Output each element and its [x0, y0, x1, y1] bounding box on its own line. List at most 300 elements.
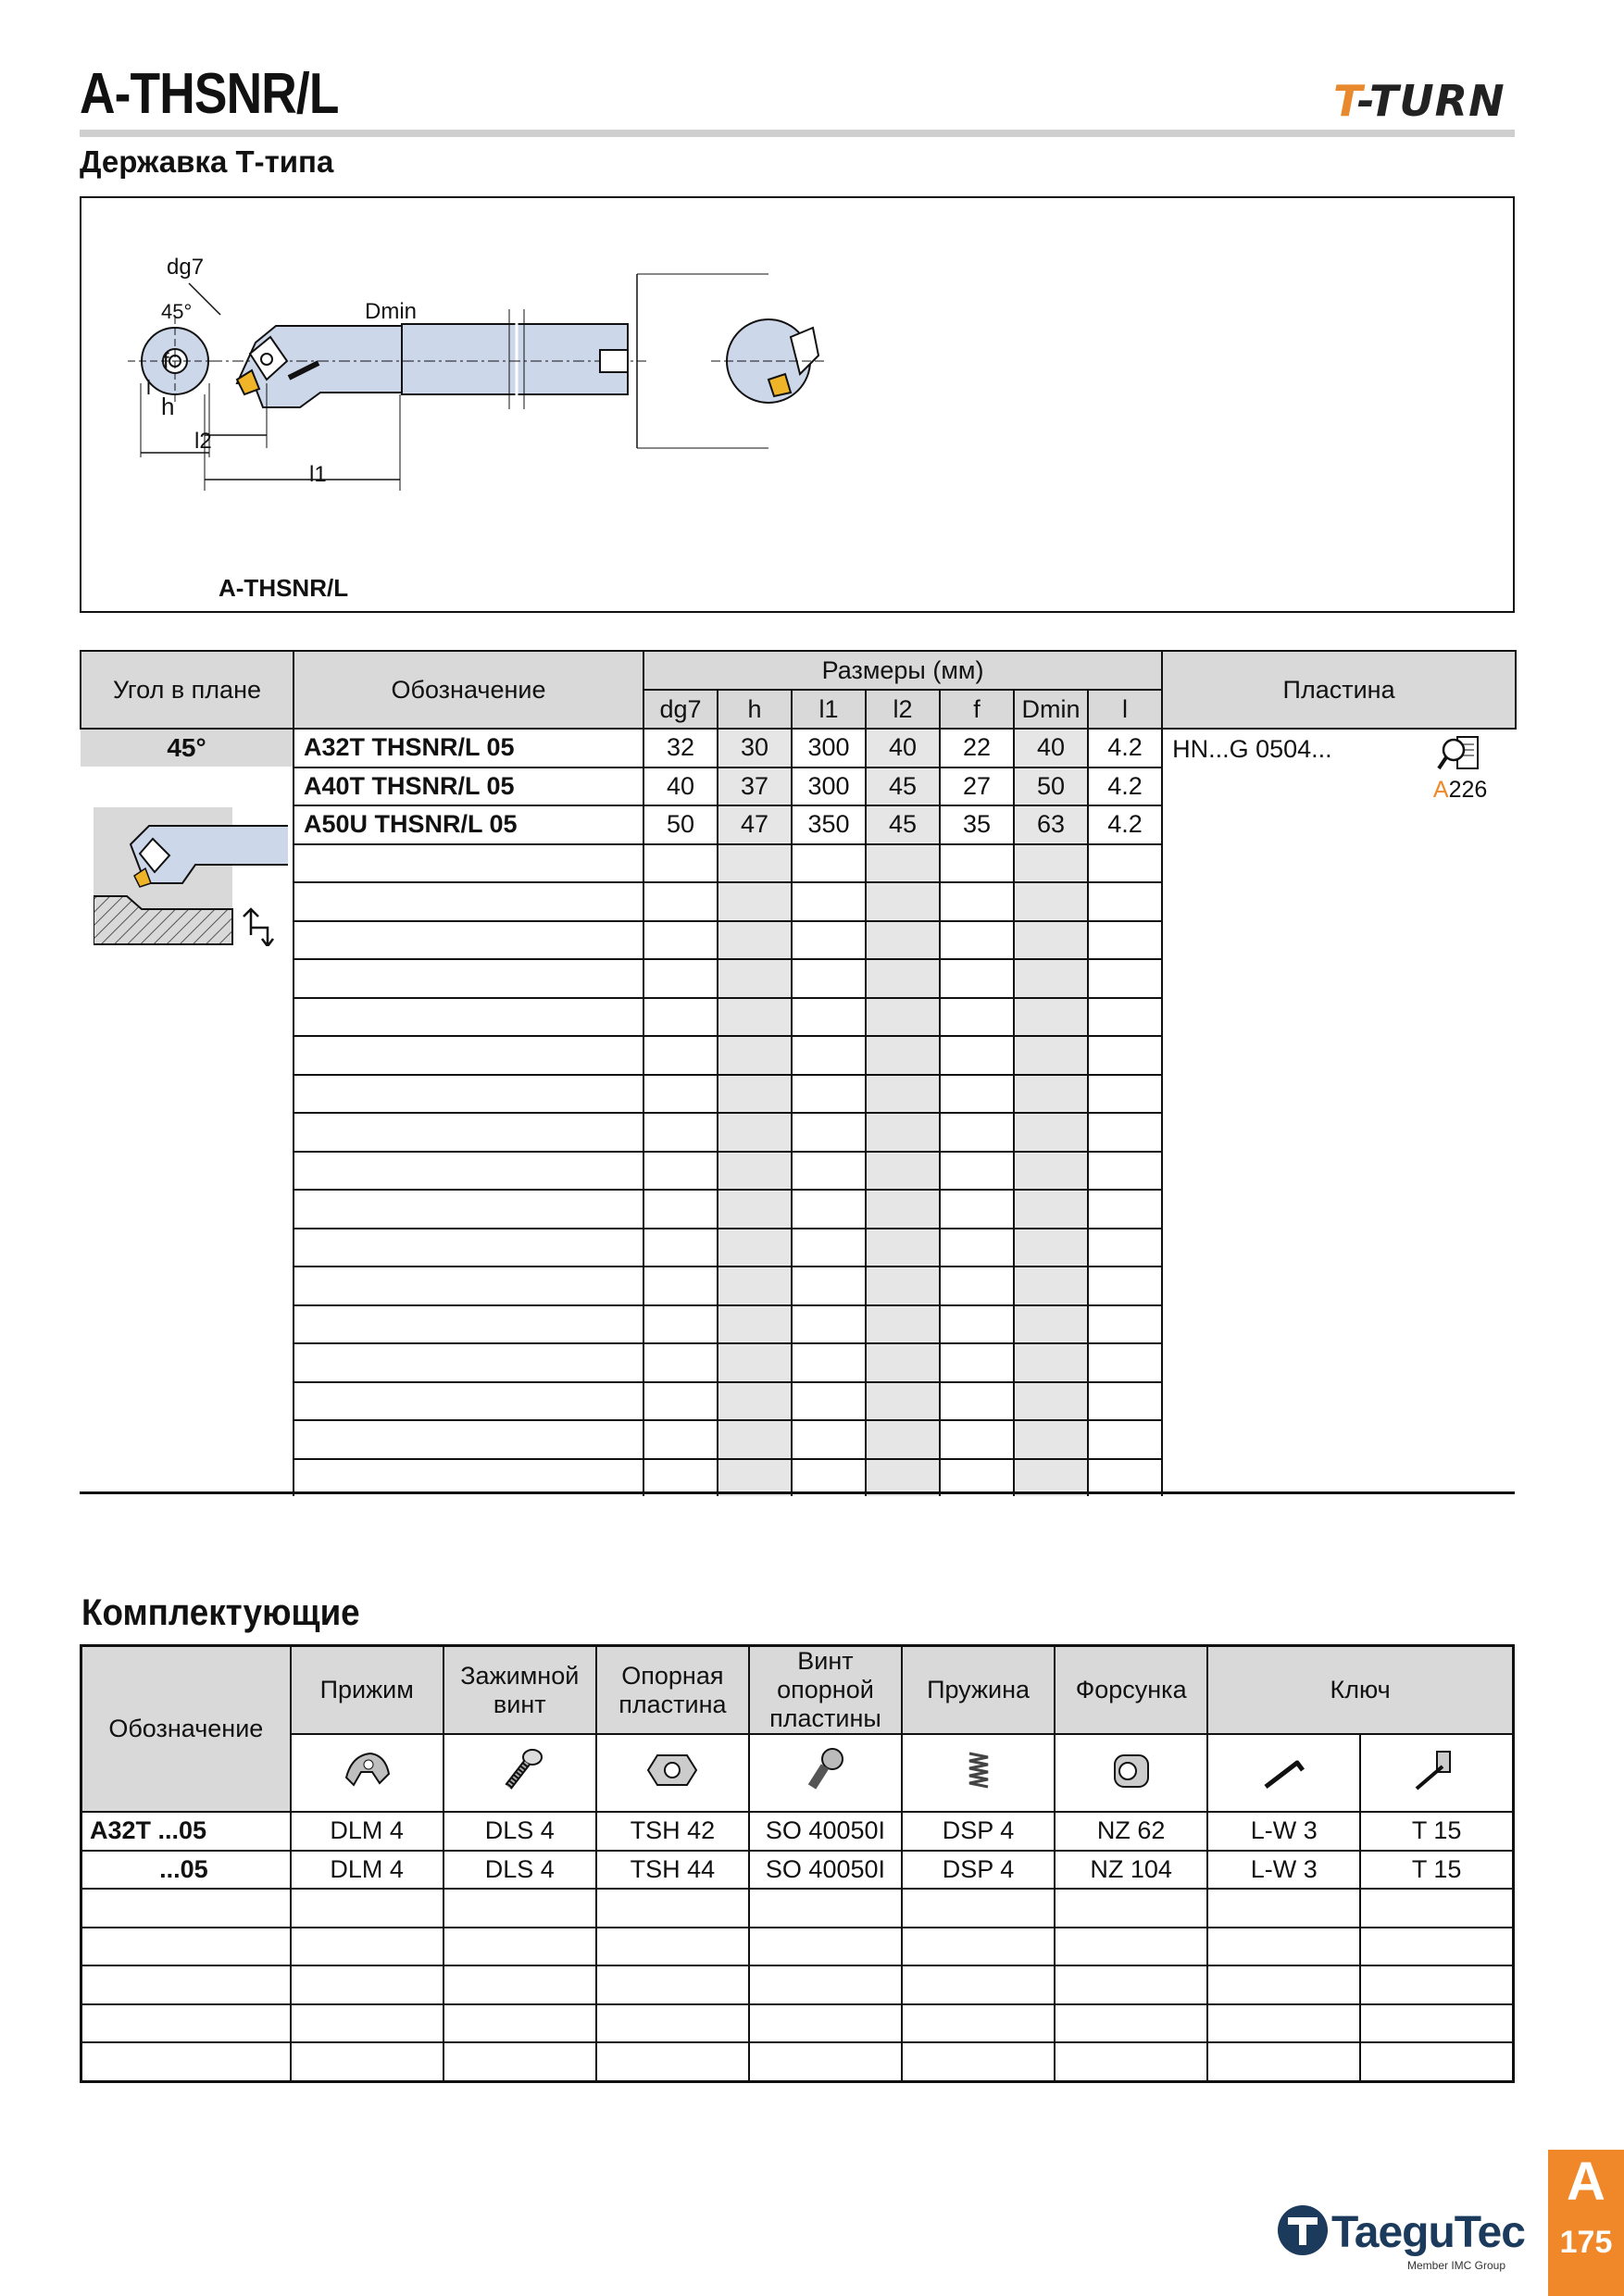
- dimension-cell-f: [940, 1152, 1014, 1191]
- acc-part-cell: [749, 1965, 902, 2004]
- acc-part-cell: [1360, 2042, 1513, 2081]
- dimension-cell-f: [940, 1343, 1014, 1382]
- taegutec-emblem-icon: [1276, 2203, 1330, 2262]
- dimension-cell-h: [718, 1420, 792, 1459]
- designation-cell: [294, 882, 643, 921]
- header-insert: Пластина: [1162, 651, 1516, 729]
- label-h: h: [161, 393, 175, 420]
- clamp-icon: [339, 1746, 394, 1794]
- angle-value: 45°: [81, 730, 293, 767]
- dimension-cell-dmin: [1014, 1113, 1088, 1152]
- dimension-cell-l: [1088, 1036, 1162, 1075]
- dimension-cell-l: [1088, 1459, 1162, 1497]
- designation-cell: [294, 1305, 643, 1344]
- dimension-cell-l2: [866, 844, 940, 883]
- dimension-cell-dmin: [1014, 844, 1088, 883]
- dimension-cell-l1: 350: [792, 805, 866, 844]
- company-name: TaeguTec: [1331, 2208, 1525, 2257]
- technical-drawing-box: [80, 196, 1515, 613]
- acc-part-cell: [596, 1965, 749, 2004]
- dimension-cell-l1: [792, 959, 866, 998]
- label-angle: 45°: [161, 300, 193, 323]
- dimension-cell-l: [1088, 1420, 1162, 1459]
- dimension-cell-h: 47: [718, 805, 792, 844]
- dimension-cell-dg7: [643, 1190, 718, 1229]
- designation-cell: [294, 1229, 643, 1267]
- dimension-cell-l2: [866, 1152, 940, 1191]
- dimension-cell-l2: [866, 1382, 940, 1421]
- dimension-cell-h: [718, 1305, 792, 1344]
- acc-designation-cell: [81, 2004, 291, 2043]
- acc-part-cell: L-W 3: [1207, 1812, 1360, 1851]
- acc-icon-cell: [1207, 1734, 1360, 1812]
- label-l2: l2: [194, 429, 212, 454]
- dimension-cell-h: [718, 1382, 792, 1421]
- dimension-cell-h: [718, 1459, 792, 1497]
- acc-part-cell: [902, 1965, 1055, 2004]
- dimension-cell-f: [940, 1267, 1014, 1305]
- designation-cell: [294, 959, 643, 998]
- acc-part-cell: DSP 4: [902, 1812, 1055, 1851]
- designation-cell: [294, 1113, 643, 1152]
- dimension-cell-dmin: [1014, 921, 1088, 960]
- dimension-cell-l2: [866, 1343, 940, 1382]
- acc-part-cell: [1360, 2004, 1513, 2043]
- acc-part-cell: [291, 1889, 443, 1928]
- dimension-cell-l1: [792, 1036, 866, 1075]
- dimension-cell-h: [718, 844, 792, 883]
- dimension-cell-l2: [866, 1305, 940, 1344]
- dimension-cell-dg7: [643, 921, 718, 960]
- drawing-caption: A-THSNR/L: [219, 574, 349, 602]
- dimension-cell-l: [1088, 998, 1162, 1037]
- dimension-cell-dmin: [1014, 1420, 1088, 1459]
- dimension-cell-l: [1088, 1343, 1162, 1382]
- dimension-cell-l2: [866, 998, 940, 1037]
- dimension-cell-f: 22: [940, 729, 1014, 767]
- acc-header-key: Ключ: [1207, 1646, 1513, 1735]
- designation-cell: [294, 1420, 643, 1459]
- dimension-cell-dmin: [1014, 1343, 1088, 1382]
- acc-part-cell: DSP 4: [902, 1851, 1055, 1890]
- header-col-l: l: [1088, 690, 1162, 729]
- acc-table-row: [81, 1928, 1514, 1966]
- dimension-cell-f: 35: [940, 805, 1014, 844]
- acc-header-nozzle: Форсунка: [1055, 1646, 1207, 1735]
- acc-part-cell: [1207, 1928, 1360, 1966]
- acc-part-cell: DLM 4: [291, 1812, 443, 1851]
- technical-drawing: [81, 198, 1513, 611]
- acc-header-shim-1: Опорная: [621, 1661, 724, 1690]
- acc-part-cell: [749, 1928, 902, 1966]
- dimension-cell-f: [940, 1382, 1014, 1421]
- dimension-cell-h: 30: [718, 729, 792, 767]
- dimension-cell-l1: [792, 1343, 866, 1382]
- acc-part-cell: [443, 2042, 596, 2081]
- dimension-cell-l2: 45: [866, 805, 940, 844]
- dimension-cell-f: 27: [940, 767, 1014, 806]
- dimension-cell-h: [718, 1036, 792, 1075]
- acc-part-cell: [1207, 2004, 1360, 2043]
- torx-key-icon: [1409, 1746, 1465, 1794]
- acc-part-cell: [596, 2042, 749, 2081]
- dimension-cell-dmin: [1014, 959, 1088, 998]
- label-dmin: Dmin: [365, 299, 418, 324]
- header-col-l2: l2: [866, 690, 940, 729]
- acc-part-cell: T 15: [1360, 1812, 1513, 1851]
- acc-icon-cell: [1360, 1734, 1513, 1812]
- acc-designation-cell: [81, 2042, 291, 2081]
- dimension-cell-l2: [866, 1229, 940, 1267]
- designation-cell: [294, 1459, 643, 1497]
- dimension-cell-dmin: [1014, 1305, 1088, 1344]
- acc-header-spring: Пружина: [902, 1646, 1055, 1735]
- page-title: A-THSNR/L: [80, 62, 339, 126]
- dimension-cell-h: [718, 1267, 792, 1305]
- dimension-cell-dmin: 40: [1014, 729, 1088, 767]
- title-rule: [80, 130, 1515, 137]
- header-col-h: h: [718, 690, 792, 729]
- dimension-cell-dg7: [643, 1305, 718, 1344]
- acc-header-shim-screw-1: Винт опорной: [777, 1647, 874, 1703]
- acc-designation-cell: ...05: [81, 1851, 291, 1890]
- acc-icon-cell: [291, 1734, 443, 1812]
- insert-code: HN...G 0504...: [1172, 735, 1332, 763]
- acc-part-cell: [596, 1889, 749, 1928]
- dimension-cell-f: [940, 1113, 1014, 1152]
- acc-icon-cell: [1055, 1734, 1207, 1812]
- holder-dimensions-table: [80, 650, 1517, 1496]
- designation-cell: [294, 1267, 643, 1305]
- designation-cell: [294, 1075, 643, 1114]
- dimension-cell-l: [1088, 1190, 1162, 1229]
- dimension-cell-l1: [792, 1229, 866, 1267]
- acc-part-cell: [749, 2004, 902, 2043]
- dimension-cell-dmin: [1014, 1190, 1088, 1229]
- acc-header-shim-screw: [749, 1646, 902, 1735]
- acc-designation-cell: [81, 1928, 291, 1966]
- dimension-cell-f: [940, 1075, 1014, 1114]
- acc-designation-cell: [81, 1965, 291, 2004]
- acc-part-cell: [902, 1889, 1055, 1928]
- acc-part-cell: [443, 1965, 596, 2004]
- acc-part-cell: [1207, 2042, 1360, 2081]
- dimension-cell-l: [1088, 921, 1162, 960]
- acc-part-cell: [1055, 1889, 1207, 1928]
- magnifier-catalog-icon: [1437, 733, 1483, 774]
- dimension-cell-f: [940, 844, 1014, 883]
- dimension-cell-dg7: [643, 959, 718, 998]
- dimension-cell-l: 4.2: [1088, 805, 1162, 844]
- dimension-cell-f: [940, 1420, 1014, 1459]
- shim-icon: [644, 1746, 700, 1794]
- dimension-cell-l: [1088, 1382, 1162, 1421]
- hex-key-icon: [1256, 1746, 1312, 1794]
- dimension-cell-h: [718, 1343, 792, 1382]
- acc-part-cell: [443, 1889, 596, 1928]
- acc-part-cell: TSH 44: [596, 1851, 749, 1890]
- dimension-cell-l2: [866, 1036, 940, 1075]
- acc-part-cell: SO 40050I: [749, 1812, 902, 1851]
- designation-cell: A32T THSNR/L 05: [294, 729, 643, 767]
- designation-cell: [294, 1152, 643, 1191]
- acc-part-cell: [749, 1889, 902, 1928]
- acc-part-cell: [1207, 1889, 1360, 1928]
- dimension-cell-l: 4.2: [1088, 729, 1162, 767]
- dimension-cell-dg7: 50: [643, 805, 718, 844]
- acc-header-shim: [596, 1646, 749, 1735]
- acc-icon-cell: [749, 1734, 902, 1812]
- acc-part-cell: [902, 2042, 1055, 2081]
- dimension-cell-l: [1088, 1152, 1162, 1191]
- dimension-cell-l1: [792, 1113, 866, 1152]
- dimension-cell-l2: [866, 882, 940, 921]
- dimension-cell-l2: [866, 1420, 940, 1459]
- spring-icon: [951, 1746, 1006, 1794]
- header-col-dmin: Dmin: [1014, 690, 1088, 729]
- dimension-cell-f: [940, 1459, 1014, 1497]
- designation-cell: [294, 921, 643, 960]
- holder-pictogram: [88, 807, 293, 953]
- acc-part-cell: [596, 1928, 749, 1966]
- nozzle-icon: [1104, 1746, 1159, 1794]
- acc-part-cell: SO 40050I: [749, 1851, 902, 1890]
- dimension-cell-l: [1088, 1113, 1162, 1152]
- acc-part-cell: NZ 104: [1055, 1851, 1207, 1890]
- dimension-cell-l1: [792, 1382, 866, 1421]
- dimension-cell-dmin: [1014, 882, 1088, 921]
- label-l: l: [146, 376, 151, 399]
- acc-header-shim-2: пластина: [618, 1690, 727, 1718]
- acc-part-cell: T 15: [1360, 1851, 1513, 1890]
- table-bottom-rule: [80, 1491, 1515, 1494]
- dimension-cell-f: [940, 921, 1014, 960]
- header-col-f: f: [940, 690, 1014, 729]
- acc-part-cell: [291, 2042, 443, 2081]
- dimension-cell-dmin: [1014, 1267, 1088, 1305]
- dimension-cell-dmin: [1014, 1075, 1088, 1114]
- acc-table-row: [81, 1965, 1514, 2004]
- dimension-cell-l2: [866, 1459, 940, 1497]
- dimension-cell-h: [718, 1229, 792, 1267]
- acc-header-screw: [443, 1646, 596, 1735]
- dimension-cell-l1: 300: [792, 767, 866, 806]
- page-number: 175: [1559, 2225, 1613, 2260]
- dimension-cell-l1: [792, 1420, 866, 1459]
- table-row: [81, 729, 1516, 767]
- dimension-cell-l2: 40: [866, 729, 940, 767]
- dimension-cell-f: [940, 882, 1014, 921]
- dimension-cell-dmin: [1014, 1382, 1088, 1421]
- dimension-cell-l1: [792, 1190, 866, 1229]
- dimension-cell-l: [1088, 882, 1162, 921]
- acc-designation-cell: [81, 1889, 291, 1928]
- acc-part-cell: [1055, 2004, 1207, 2043]
- dimension-cell-h: [718, 1190, 792, 1229]
- acc-part-cell: [1360, 1889, 1513, 1928]
- acc-header-shim-screw-2: пластины: [769, 1704, 881, 1732]
- page-tab: [1548, 2150, 1624, 2296]
- dimension-cell-h: [718, 921, 792, 960]
- angle-column: [81, 729, 294, 1496]
- header-angle: Угол в плане: [81, 651, 294, 729]
- dimension-cell-h: [718, 1152, 792, 1191]
- page-subtitle: Державка Т-типа: [80, 144, 334, 179]
- dimension-cell-dg7: [643, 1036, 718, 1075]
- brand-rest: -TURN: [1356, 76, 1505, 126]
- ref-letter: A: [1432, 777, 1449, 803]
- acc-part-cell: [1207, 1965, 1360, 2004]
- acc-part-cell: TSH 42: [596, 1812, 749, 1851]
- acc-part-cell: [749, 2042, 902, 2081]
- acc-header-screw-2: винт: [493, 1690, 546, 1718]
- ref-page: 226: [1448, 777, 1488, 803]
- acc-part-cell: [291, 2004, 443, 2043]
- dimension-cell-h: 37: [718, 767, 792, 806]
- dimension-cell-f: [940, 1229, 1014, 1267]
- dimension-cell-dg7: [643, 1152, 718, 1191]
- dimension-cell-l2: [866, 1267, 940, 1305]
- dimension-cell-dmin: 63: [1014, 805, 1088, 844]
- acc-part-cell: [1360, 1928, 1513, 1966]
- dimension-cell-l: [1088, 1267, 1162, 1305]
- acc-header-screw-1: Зажимной: [460, 1661, 580, 1690]
- dimension-cell-l1: 300: [792, 729, 866, 767]
- dimension-cell-dg7: [643, 998, 718, 1037]
- acc-part-cell: DLS 4: [443, 1851, 596, 1890]
- acc-part-cell: [1055, 1965, 1207, 2004]
- designation-cell: [294, 844, 643, 883]
- acc-icon-cell: [902, 1734, 1055, 1812]
- label-dg7: dg7: [167, 255, 205, 280]
- t-turn-logo: [1333, 76, 1505, 126]
- acc-part-cell: [291, 1965, 443, 2004]
- dimension-cell-l1: [792, 1305, 866, 1344]
- accessories-table: [80, 1644, 1515, 2083]
- dimension-cell-dg7: [643, 1267, 718, 1305]
- dimension-cell-l1: [792, 882, 866, 921]
- dimension-cell-h: [718, 1113, 792, 1152]
- section-letter: A: [1567, 2152, 1605, 2212]
- acc-part-cell: [1055, 1928, 1207, 1966]
- designation-cell: [294, 1382, 643, 1421]
- accessories-title: Комплектующие: [81, 1592, 360, 1633]
- insert-reference-link[interactable]: [1428, 733, 1493, 804]
- header-col-dg7: dg7: [643, 690, 718, 729]
- company-subtitle: Member IMC Group: [1407, 2259, 1506, 2272]
- header-col-l1: l1: [792, 690, 866, 729]
- dimension-cell-dmin: [1014, 1152, 1088, 1191]
- acc-part-cell: NZ 62: [1055, 1812, 1207, 1851]
- dimension-cell-dmin: [1014, 1036, 1088, 1075]
- acc-part-cell: [291, 1928, 443, 1966]
- acc-header-clamp: Прижим: [291, 1646, 443, 1735]
- dimension-cell-l: [1088, 1305, 1162, 1344]
- dimension-cell-l1: [792, 1075, 866, 1114]
- shim-screw-icon: [797, 1746, 853, 1794]
- dimension-cell-l: [1088, 844, 1162, 883]
- dimension-cell-dmin: [1014, 998, 1088, 1037]
- acc-part-cell: L-W 3: [1207, 1851, 1360, 1890]
- dimension-cell-f: [940, 1190, 1014, 1229]
- dimension-cell-l2: 45: [866, 767, 940, 806]
- label-f: f: [163, 349, 169, 374]
- acc-header-row: [81, 1646, 1514, 1735]
- designation-cell: [294, 998, 643, 1037]
- dimension-cell-l2: [866, 1113, 940, 1152]
- dimension-cell-f: [940, 1305, 1014, 1344]
- designation-cell: [294, 1036, 643, 1075]
- acc-header-designation: Обозначение: [81, 1646, 291, 1813]
- acc-table-row: [81, 1812, 1514, 1851]
- dimension-cell-l2: [866, 921, 940, 960]
- dimension-cell-dg7: [643, 882, 718, 921]
- acc-part-cell: [443, 1928, 596, 1966]
- acc-part-cell: [902, 2004, 1055, 2043]
- dimension-cell-l: [1088, 1229, 1162, 1267]
- acc-designation-cell: A32T ...05: [81, 1812, 291, 1851]
- dimension-cell-dg7: [643, 1459, 718, 1497]
- dimension-cell-l: 4.2: [1088, 767, 1162, 806]
- dimension-cell-l2: [866, 1075, 940, 1114]
- dimension-cell-dg7: [643, 1075, 718, 1114]
- acc-part-cell: [443, 2004, 596, 2043]
- designation-cell: A50U THSNR/L 05: [294, 805, 643, 844]
- header-dimensions: Размеры (мм): [643, 651, 1162, 690]
- dimension-cell-l1: [792, 1267, 866, 1305]
- dimension-cell-dg7: [643, 1382, 718, 1421]
- designation-cell: [294, 1190, 643, 1229]
- dimension-cell-l1: [792, 844, 866, 883]
- dimension-cell-dg7: 40: [643, 767, 718, 806]
- dimension-cell-dmin: [1014, 1459, 1088, 1497]
- dimension-cell-l: [1088, 959, 1162, 998]
- acc-table-row: [81, 2004, 1514, 2043]
- acc-icon-cell: [443, 1734, 596, 1812]
- dimension-cell-h: [718, 1075, 792, 1114]
- dimension-cell-dg7: [643, 1113, 718, 1152]
- acc-part-cell: [1055, 2042, 1207, 2081]
- acc-part-cell: [902, 1928, 1055, 1966]
- dimension-cell-dmin: [1014, 1229, 1088, 1267]
- acc-part-cell: [596, 2004, 749, 2043]
- acc-part-cell: [1360, 1965, 1513, 2004]
- acc-part-cell: DLM 4: [291, 1851, 443, 1890]
- table-header-row: [81, 651, 1516, 690]
- dimension-cell-l2: [866, 1190, 940, 1229]
- dimension-cell-dg7: [643, 1229, 718, 1267]
- dimension-cell-h: [718, 959, 792, 998]
- dimension-cell-f: [940, 1036, 1014, 1075]
- designation-cell: A40T THSNR/L 05: [294, 767, 643, 806]
- acc-table-row: [81, 1851, 1514, 1890]
- acc-icon-row: [81, 1734, 1514, 1812]
- dimension-cell-l2: [866, 959, 940, 998]
- dimension-cell-h: [718, 998, 792, 1037]
- clamp-screw-icon: [492, 1746, 547, 1794]
- insert-column: [1162, 729, 1516, 1496]
- designation-cell: [294, 1343, 643, 1382]
- brand-t: T: [1333, 76, 1357, 126]
- dimension-cell-l1: [792, 998, 866, 1037]
- dimension-cell-f: [940, 959, 1014, 998]
- acc-part-cell: DLS 4: [443, 1812, 596, 1851]
- acc-icon-cell: [596, 1734, 749, 1812]
- dimension-cell-dmin: 50: [1014, 767, 1088, 806]
- dimension-cell-l1: [792, 1152, 866, 1191]
- dimension-cell-l: [1088, 1075, 1162, 1114]
- dimension-cell-l1: [792, 1459, 866, 1497]
